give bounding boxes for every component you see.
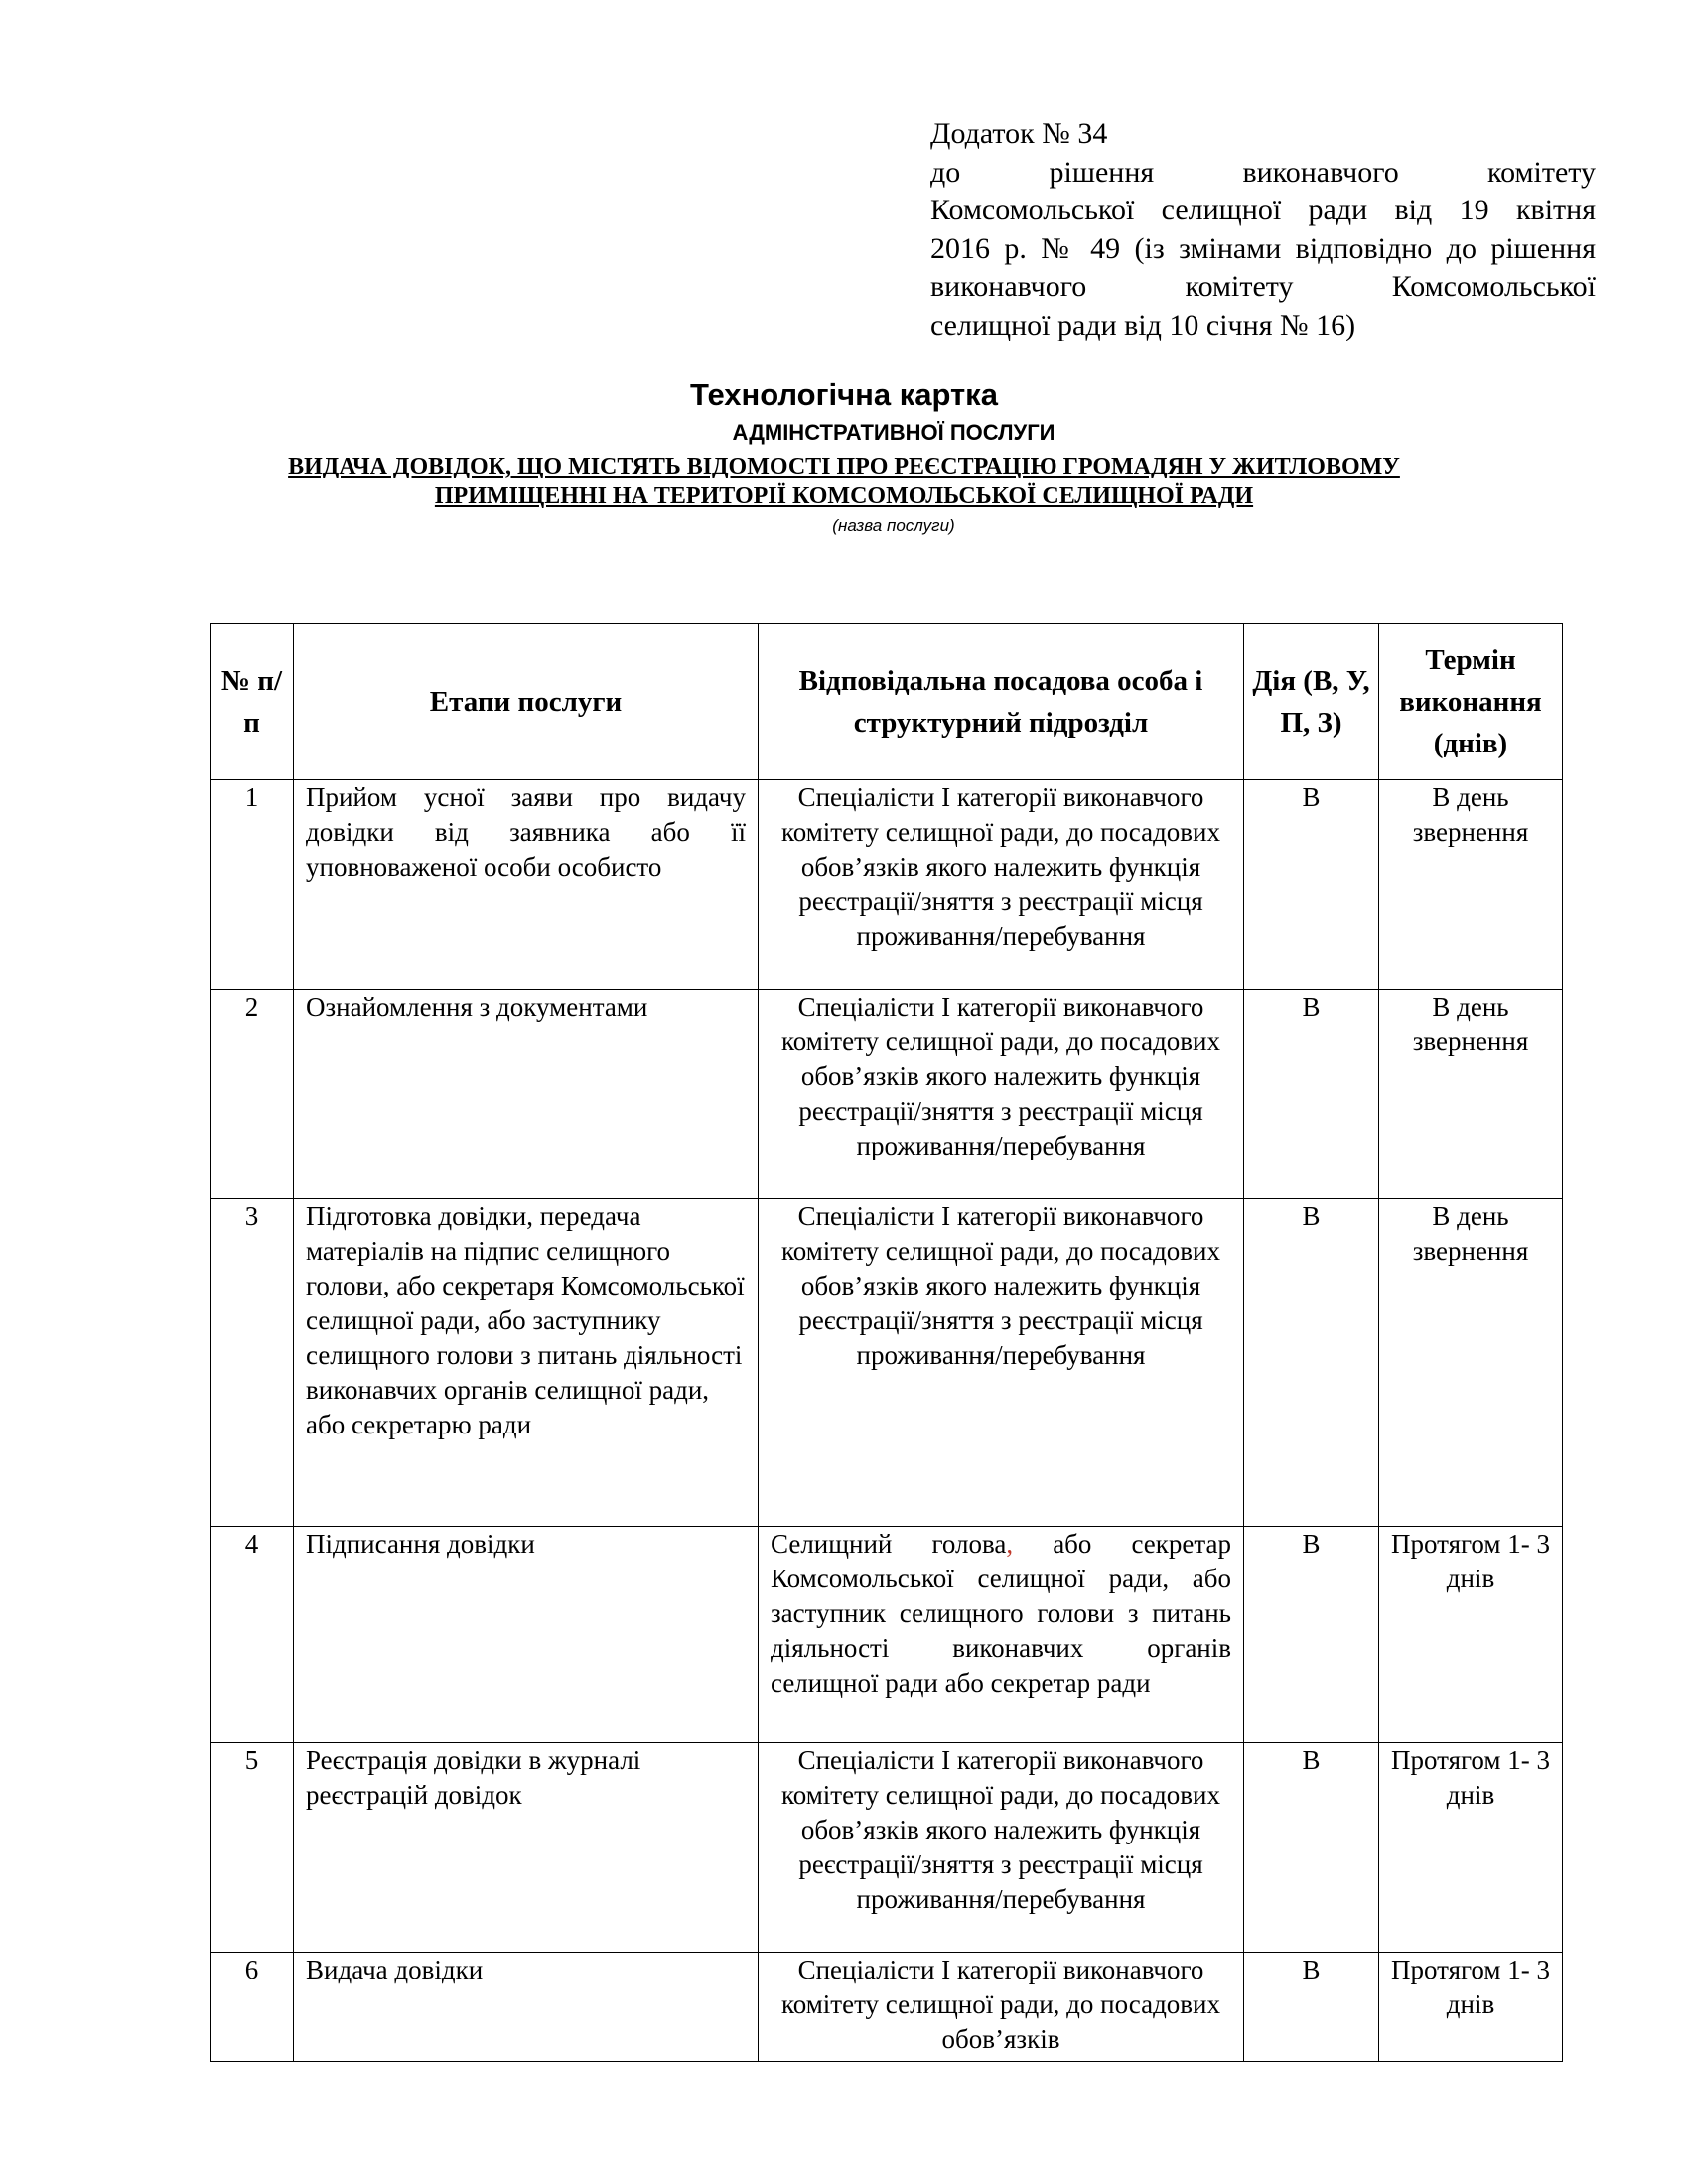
row-term: Протягом 1- 3 днів xyxy=(1379,1743,1563,1953)
row-action: В xyxy=(1244,1199,1379,1527)
row-stage: Підписання довідки xyxy=(294,1527,759,1743)
service-name xyxy=(0,452,1688,511)
row-stage: Реєстрація довідки в журналі реєстрацій довідок xyxy=(294,1743,759,1953)
row-term: В день звернення xyxy=(1379,1199,1563,1527)
document-title: Технологічна картка xyxy=(690,377,998,412)
addendum-line-5: виконавчого комітету Комсомольської xyxy=(930,270,1596,303)
header-stage: Етапи послуги xyxy=(294,624,759,780)
header-action: Дія (В, У, П, З) xyxy=(1244,624,1379,780)
table-row xyxy=(211,990,1563,1199)
header-num: № п/п xyxy=(211,624,294,780)
responsible-rest-label: або секретар Комсомольської селищної ради, або заступник селищного голови з питань діяльності виконавчих органів селищної ради або секретар ради xyxy=(771,1529,1231,1698)
row-action: В xyxy=(1244,1953,1379,2062)
service-name-note: (назва послуги) xyxy=(832,516,955,535)
row-stage: Видача довідки xyxy=(294,1953,759,2062)
row-term: В день звернення xyxy=(1379,780,1563,990)
table-row xyxy=(211,1527,1563,1743)
row-responsible: Спеціалісти І категорії виконавчого комітету селищної ради, до посадових обов’язків xyxy=(759,1953,1244,2062)
row-responsible: Спеціалісти І категорії виконавчого комітету селищної ради, до посадових обов’язків якого належить функція реєстрації/зняття з реєстрації місця проживання/перебування xyxy=(759,1743,1244,1953)
row-num: 2 xyxy=(211,990,294,1199)
table-header-row xyxy=(211,624,1563,780)
row-responsible: Спеціалісти І категорії виконавчого комітету селищної ради, до посадових обов’язків якого належить функція реєстрації/зняття з реєстрації місця проживання/перебування xyxy=(759,990,1244,1199)
row-term: Протягом 1- 3 днів xyxy=(1379,1953,1563,2062)
row-term: В день звернення xyxy=(1379,990,1563,1199)
row-action: В xyxy=(1244,1743,1379,1953)
row-stage: Підготовка довідки, передача матеріалів на підпис селищного голови, або секретаря Комсомольської селищної ради, або заступнику селищного голови з питань діяльності виконавчих органів селищної ради, або секретарю ради xyxy=(294,1199,759,1527)
addendum-line-6: селищної ради від 10 січня № 16) xyxy=(930,308,1356,341)
responsible-head-label: Селищний голова xyxy=(771,1529,1007,1559)
table-row xyxy=(211,1743,1563,1953)
addendum-line-1: Додаток № 34 xyxy=(930,117,1108,150)
addendum-line-3: Комсомольської селищної ради від 19 квітня xyxy=(930,194,1596,226)
row-action: В xyxy=(1244,990,1379,1199)
row-num: 4 xyxy=(211,1527,294,1743)
table-row xyxy=(211,780,1563,990)
row-responsible xyxy=(759,1527,1244,1743)
table-row xyxy=(211,1199,1563,1527)
table-row xyxy=(211,1953,1563,2062)
header-responsible: Відповідальна посадова особа і структурний підрозділ xyxy=(759,624,1244,780)
addendum-line-2: до рішення виконавчого комітету xyxy=(930,155,1596,189)
row-term: Протягом 1- 3 днів xyxy=(1379,1527,1563,1743)
row-action: В xyxy=(1244,780,1379,990)
row-stage: Ознайомлення з документами xyxy=(294,990,759,1199)
addendum-block xyxy=(930,115,1596,344)
red-comma: , xyxy=(1006,1529,1014,1559)
service-name-line-1: ВИДАЧА ДОВІДОК, ЩО МІСТЯТЬ ВІДОМОСТІ ПРО РЕЄСТРАЦІЮ ГРОМАДЯН У ЖИТЛОВОМУ xyxy=(288,454,1400,479)
row-num: 3 xyxy=(211,1199,294,1527)
row-action: В xyxy=(1244,1527,1379,1743)
addendum-line-4: 2016 р. № 49 (із змінами відповідно до рішення xyxy=(930,231,1596,265)
row-num: 6 xyxy=(211,1953,294,2062)
document-subtitle: АДМІНСТРАТИВНОЇ ПОСЛУГИ xyxy=(732,420,1055,445)
stages-table xyxy=(210,623,1563,2062)
row-num: 1 xyxy=(211,780,294,990)
row-stage: Прийом усної заяви про видачу довідки від заявника або її уповноваженої особи особисто xyxy=(294,780,759,990)
row-responsible: Спеціалісти І категорії виконавчого комітету селищної ради, до посадових обов’язків якого належить функція реєстрації/зняття з реєстрації місця проживання/перебування xyxy=(759,780,1244,990)
header-term: Термін виконання (днів) xyxy=(1379,624,1563,780)
service-name-line-2: ПРИМІЩЕННІ НА ТЕРИТОРІЇ КОМСОМОЛЬСЬКОЇ СЕЛИЩНОЇ РАДИ xyxy=(434,483,1254,509)
row-num: 5 xyxy=(211,1743,294,1953)
row-responsible: Спеціалісти І категорії виконавчого комітету селищної ради, до посадових обов’язків якого належить функція реєстрації/зняття з реєстрації місця проживання/перебування xyxy=(759,1199,1244,1527)
